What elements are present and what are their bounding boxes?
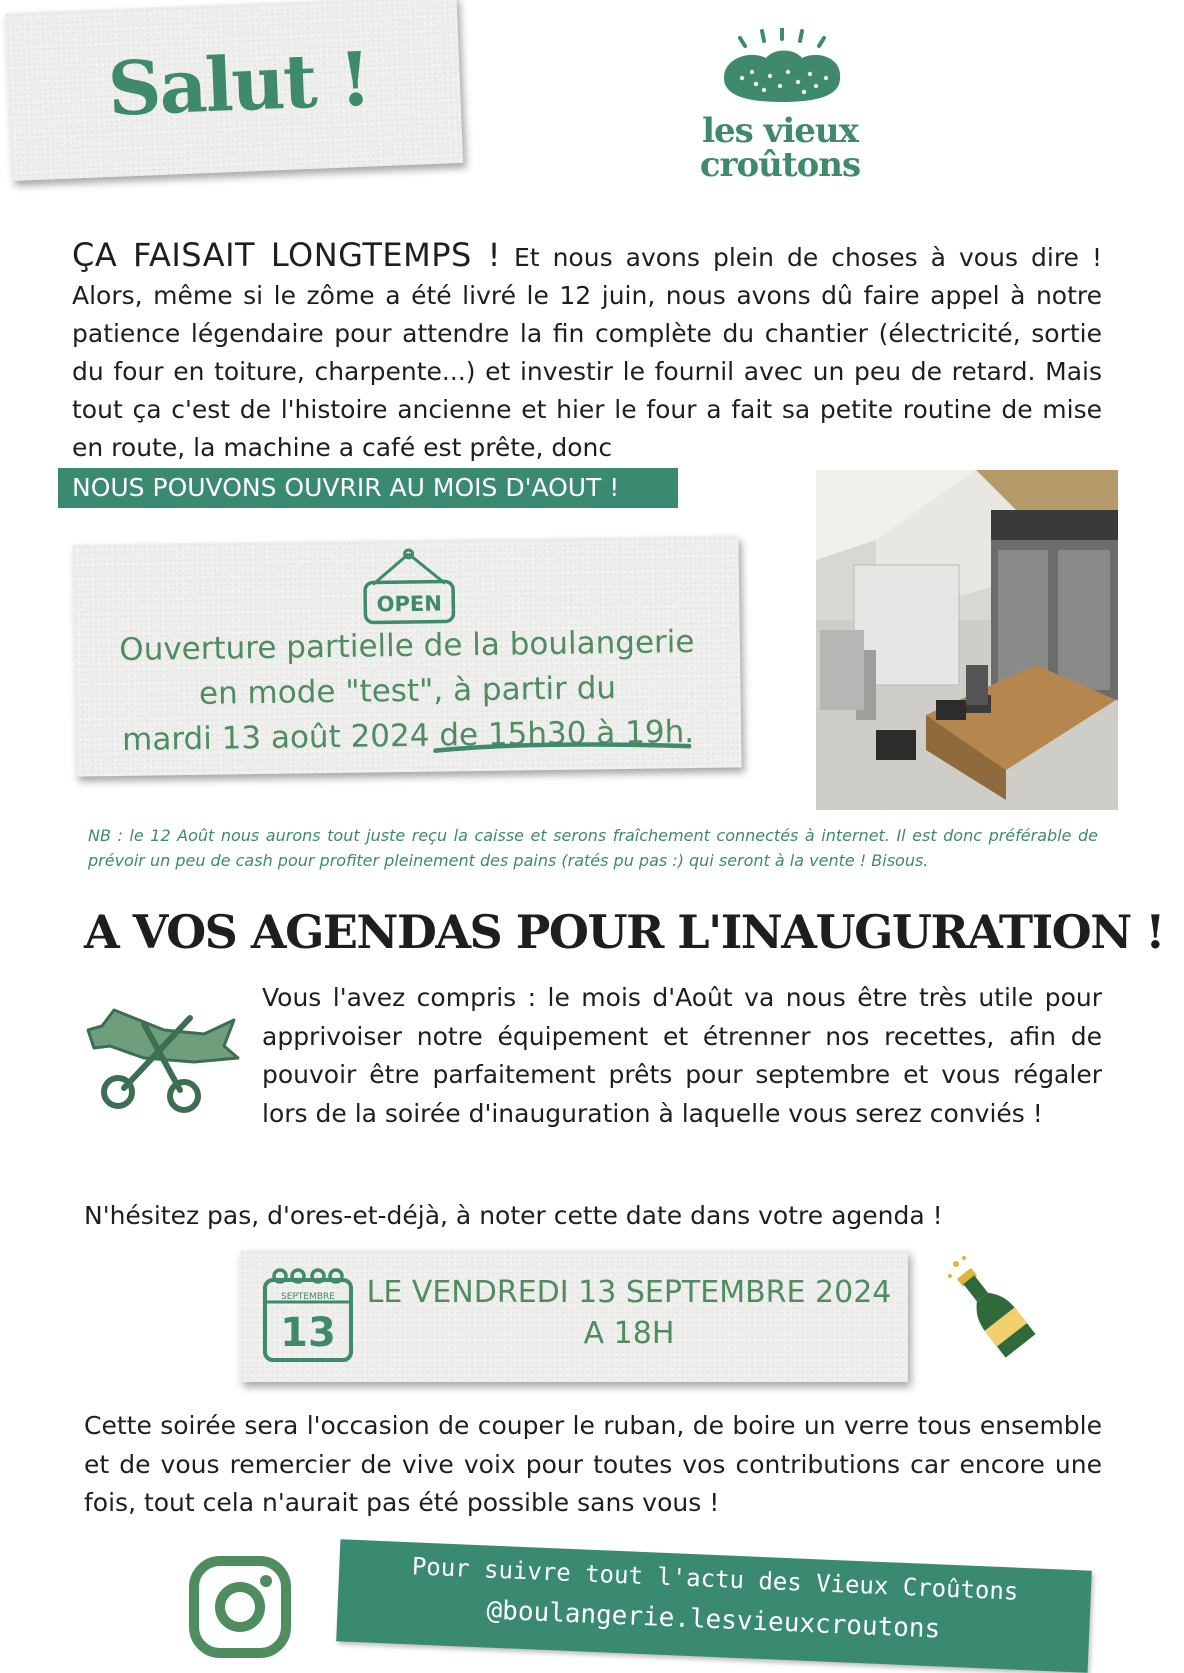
instagram-caption: Pour suivre tout l'actu des Vieux Croûtons [411, 1552, 1019, 1606]
note-date-text: N'hésitez pas, d'ores-et-déjà, à noter cette date dans votre agenda ! [84, 1201, 943, 1230]
opening-line-2: en mode "test", à partir du [198, 670, 617, 712]
brand-name [690, 111, 870, 185]
inauguration-date [364, 1272, 894, 1354]
champagne-icon [944, 1254, 1044, 1360]
open-sign-label: OPEN [376, 591, 443, 617]
greeting-title: Salut ! [106, 36, 372, 134]
intro-lead: ÇA FAISAIT LONGTEMPS ! [72, 236, 501, 274]
instagram-icon[interactable] [188, 1555, 292, 1659]
opening-line-1: Ouverture partielle de la boulangerie [119, 623, 695, 669]
greeting-card [5, 0, 463, 181]
open-sign-icon [358, 547, 459, 628]
agenda-title: A VOS AGENDAS POUR L'INAUGURATION ! [84, 905, 1164, 959]
date-line-1: LE VENDREDI 13 SEPTEMBRE 2024 [366, 1275, 892, 1310]
opening-banner: NOUS POUVONS OUVRIR AU MOIS D'AOUT ! [58, 468, 678, 508]
opening-line-3: mardi 13 août 2024 de 15h30 à 19h. [121, 714, 695, 758]
calendar-month-label: SEPTEMBRE [281, 1292, 335, 1302]
brand-name-line1: les vieux [702, 111, 858, 151]
calendar-day-number: 13 [280, 1310, 336, 1356]
instagram-banner[interactable] [336, 1539, 1092, 1672]
instagram-handle-link[interactable]: @boulangerie.lesvieuxcroutons [486, 1595, 941, 1645]
brand-logo [690, 28, 870, 198]
nb-note: NB : le 12 Août nous aurons tout juste reçu la caisse et serons fraîchement connectés à internet. Il est donc préférable de prévoir un peu de cash pour profiter pleinement des pains (ratés pu pas :) qui seront à la vente ! Bisous. [88, 826, 1098, 870]
brand-name-line2: croûtons [699, 145, 861, 185]
ribbon-scissors-icon [84, 1000, 240, 1120]
agenda-paragraph: Vous l'avez compris : le mois d'Août va nous être très utile pour apprivoiser notre équipement et étrenner nos recettes, afin de pouvoir être parfaitement prêts pour septembre et vous régaler lors de la soirée d'inauguration à laquelle vous serez conviés ! [262, 983, 1102, 1128]
intro-paragraph [72, 236, 1102, 467]
closing-paragraph: Cette soirée sera l'occasion de couper le ruban, de boire un verre tous ensemble et de vous remercier de vive voix pour toutes vos contributions car encore une fois, tout cela n'aurait pas été possible sans vous ! [84, 1411, 1102, 1517]
bakery-interior-photo [816, 470, 1118, 810]
intro-body: Et nous avons plein de choses à vous dire ! Alors, même si le zôme a été livré le 12 juin, nous avons dû faire appel à notre patience légendaire pour attendre la fin complète du chantier (électricité, sortie du four en toiture, charpente...) et investir le fournil avec un peu de retard. Mais tout ça c'est de l'histoire ancienne et hier le four a fait sa petite routine de mise en route, la machine a café est prête, donc [72, 243, 1103, 462]
bread-logo-icon [690, 28, 870, 114]
opening-card [72, 535, 741, 776]
date-line-2: A 18H [583, 1316, 675, 1351]
inauguration-date-card [240, 1250, 908, 1382]
